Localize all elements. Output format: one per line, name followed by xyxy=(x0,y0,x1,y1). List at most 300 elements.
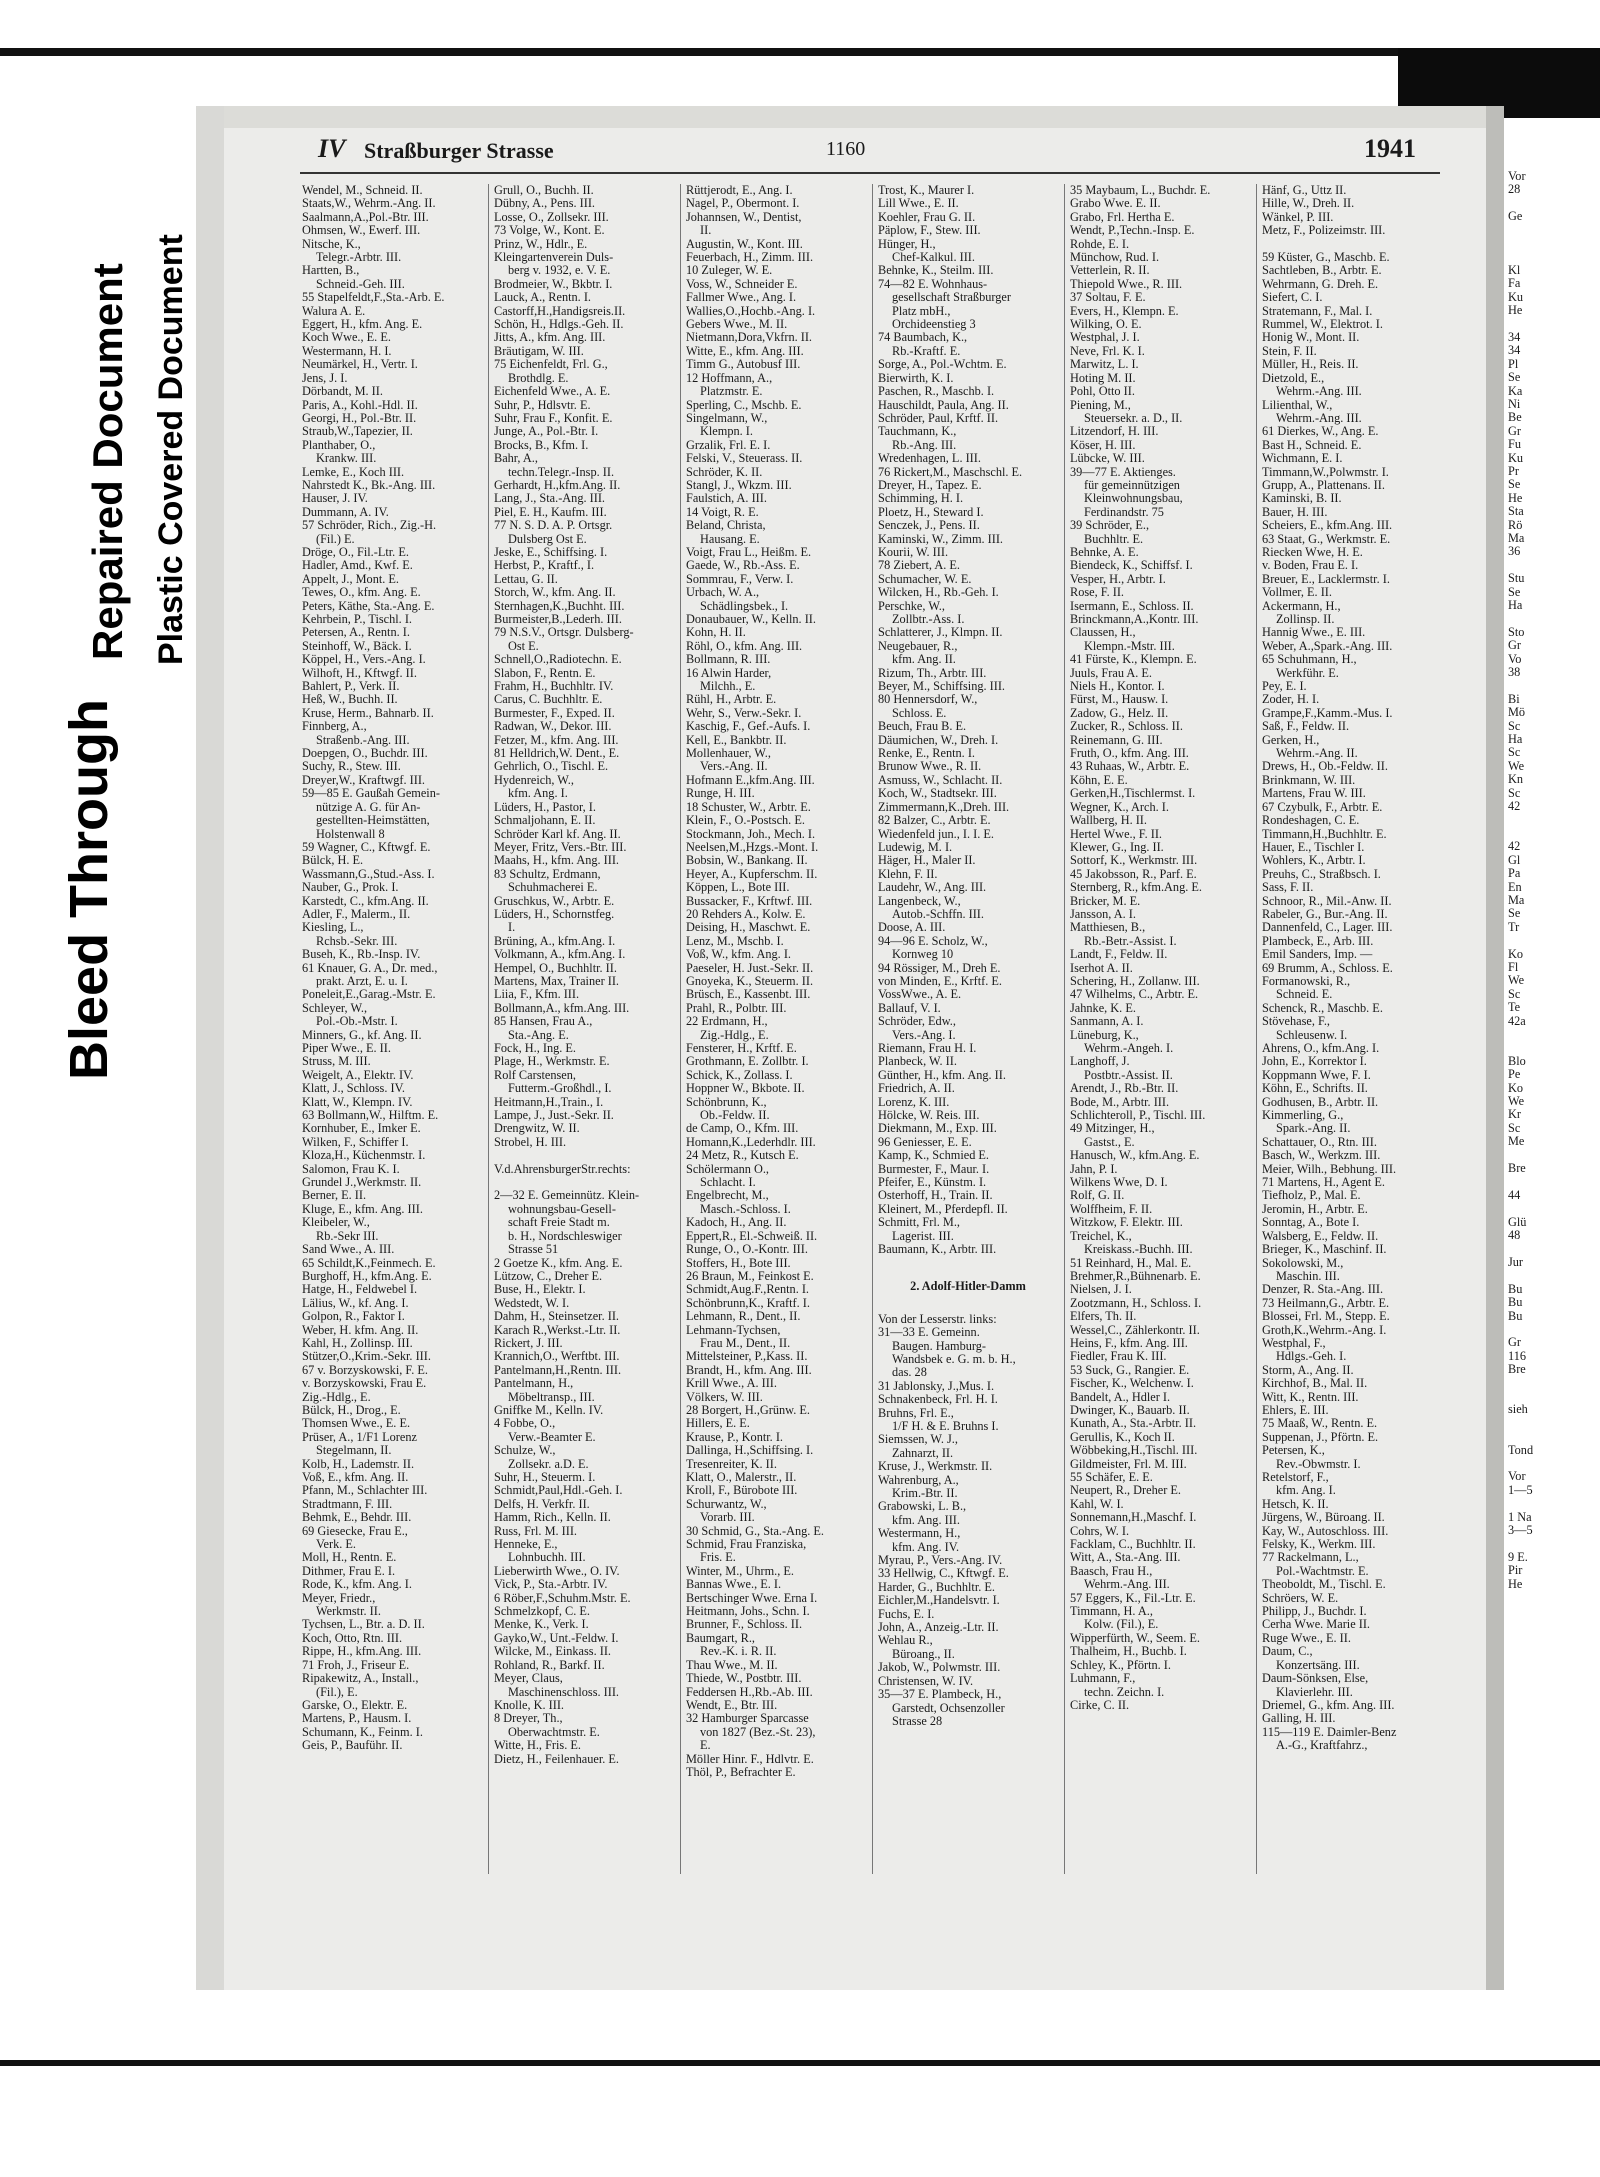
adjacent-page-text: 44 xyxy=(1508,1187,1521,1202)
directory-entry: Riemann, Frau H. I. xyxy=(878,1042,977,1055)
directory-entry: Scheiers, E., kfm.Ang. III. xyxy=(1262,519,1393,533)
directory-entry: Brehmer,R.,Bühnenarb. E. xyxy=(1070,1269,1201,1283)
directory-entry: Thomsen Wwe., E. E. xyxy=(302,1417,411,1431)
adjacent-page-text: Te xyxy=(1508,1000,1521,1015)
directory-entry: Wöbbeking,H.,Tischl. III. xyxy=(1070,1444,1198,1458)
directory-entry: Hetsch, K. II. xyxy=(1262,1497,1329,1511)
directory-entry: techn.Telegr.-Insp. II. xyxy=(508,465,615,479)
directory-entry: Piening, M., xyxy=(1070,398,1131,412)
directory-entry: Biendeck, K., Schiffsf. I. xyxy=(1070,559,1193,573)
directory-entry: Thau Wwe., M. II. xyxy=(686,1658,778,1672)
directory-entry: 12 Hoffmann, A., xyxy=(686,371,773,385)
scan-top-border xyxy=(0,48,1600,56)
directory-entry: Gayko,W., Unt.-Feldw. I. xyxy=(494,1631,619,1645)
directory-entry: 81 Helldrich,W. Dent., E. xyxy=(494,747,620,761)
directory-entry: Saß, F., Feldw. II. xyxy=(1262,720,1350,734)
directory-entry: 2—32 E. Gemeinnütz. Klein- xyxy=(494,1189,640,1203)
directory-entry: Weber, H. kfm. Ang. II. xyxy=(302,1323,419,1337)
adjacent-page-text: 38 xyxy=(1508,665,1521,680)
directory-entry: Prahl, R., Polbtr. III. xyxy=(686,1001,787,1015)
directory-entry: 2. Adolf-Hitler-Damm xyxy=(910,1279,1026,1293)
directory-entry: Holstenwall 8 xyxy=(316,827,385,841)
directory-entry: berg v. 1932, e. V. E. xyxy=(508,264,611,278)
directory-entry: Kiesling, L., xyxy=(302,921,364,935)
directory-entry: Mittelsteiner, P.,Kass. II. xyxy=(686,1350,808,1364)
directory-entry: Eppert,R., El.-Schweiß. II. xyxy=(686,1229,818,1243)
directory-entry: Brüsch, E., Kassenbt. III. xyxy=(686,988,811,1002)
directory-entry: Kaminski, W., Zimm. III. xyxy=(878,532,1004,546)
directory-entry: Vesper, H., Arbtr. I. xyxy=(1070,572,1166,586)
directory-entry: Verw.-Beamter E. xyxy=(508,1430,596,1444)
directory-entry: 39 Schröder, E., xyxy=(1070,519,1150,533)
directory-entry: Münchow, Rud. I. xyxy=(1070,251,1160,265)
directory-entry: Neupert, R., Dreher E. xyxy=(1070,1484,1181,1498)
directory-entry: Jitts, A., kfm. Ang. III. xyxy=(494,331,606,345)
directory-entry: Nagel, P., Obermont. I. xyxy=(686,197,800,211)
directory-entry: Behnke, K., Steilm. III. xyxy=(878,264,994,278)
adjacent-page-text: Gr xyxy=(1508,1335,1521,1350)
directory-entry: Platzmstr. E. xyxy=(700,385,763,399)
directory-entry: 35—37 E. Plambeck, H., xyxy=(878,1688,1002,1702)
directory-entry: Dithmer, Frau E. I. xyxy=(302,1564,396,1578)
directory-entry: Hauer, E., Tischler I. xyxy=(1262,840,1365,854)
directory-entry: Wallies,O.,Hochb.-Ang. I. xyxy=(686,304,816,318)
directory-entry: Ripakewitz, A., Install., xyxy=(302,1672,419,1686)
label-repaired-document: Repaired Document xyxy=(84,263,131,660)
directory-entry: Koppmann Wwe, F. I. xyxy=(1262,1068,1371,1082)
directory-entry: Appelt, J., Mont. E. xyxy=(302,572,400,586)
directory-entry: techn. Zeichn. I. xyxy=(1084,1685,1165,1699)
directory-entry: Gruschkus, W., Arbtr. E. xyxy=(494,894,615,908)
adjacent-page-text: He xyxy=(1508,490,1523,505)
directory-entry: Rondeshagen, C. E. xyxy=(1262,814,1360,828)
directory-entry: 115—119 E. Daimler-Benz xyxy=(1262,1725,1397,1739)
directory-entry: Theoboldt, M., Tischl. E. xyxy=(1262,1578,1386,1592)
directory-entry: Gildmeister, Frl. M. III. xyxy=(1070,1457,1187,1471)
directory-entry: Lauck, A., Rentn. I. xyxy=(494,291,591,305)
directory-entry: 79 N.S.V., Ortsgr. Dulsberg- xyxy=(494,626,634,640)
directory-entry: Rb.-Kraftf. E. xyxy=(892,344,961,358)
directory-entry: Rühl, H., Arbtr. E. xyxy=(686,693,777,707)
directory-entry: Zollinsp. II. xyxy=(1276,613,1335,626)
adjacent-page-text: Sto xyxy=(1508,624,1525,639)
directory-entry: Schumacher, W. E. xyxy=(878,572,972,586)
directory-entry: Sternberg, R., kfm.Ang. E. xyxy=(1070,881,1202,895)
directory-entry: Kehrbein, P., Tischl. I. xyxy=(302,613,412,626)
directory-entry: 74 Baumbach, K., xyxy=(878,331,968,345)
directory-entry: 82 Balzer, C., Arbtr. E. xyxy=(878,814,991,828)
directory-entry: 83 Schultz, Erdmann, xyxy=(494,867,601,881)
directory-entry: Kornweg 10 xyxy=(892,948,954,962)
directory-entry: Jakob, W., Polwmstr. III. xyxy=(878,1661,1001,1675)
directory-entry: Bülck, H., Drog., E. xyxy=(302,1403,401,1417)
directory-entry: 75 Eichenfeldt, Frl. G., xyxy=(494,358,608,372)
directory-entry: Wehrm.-Ang. III. xyxy=(1084,1578,1170,1592)
directory-entry: Däumichen, W., Dreh. I. xyxy=(878,733,999,747)
directory-entry: kfm. Ang. IV. xyxy=(892,1540,960,1554)
directory-entry: Zimmermann,K.,Dreh. III. xyxy=(878,800,1010,814)
directory-entry: Möbeltransp., III. xyxy=(508,1390,595,1404)
directory-entry: Peters, Käthe, Sta.-Ang. E. xyxy=(302,599,435,613)
directory-entry: Jürgens, W., Büroang. II. xyxy=(1262,1511,1385,1525)
directory-entry: 45 Jakobsson, R., Parf. E. xyxy=(1070,867,1197,881)
directory-entry: Rummel, W., Elektrot. I. xyxy=(1262,318,1383,332)
directory-entry: Häger, H., Maler II. xyxy=(878,854,976,868)
directory-entry: Lälius, W., kf. Ang. I. xyxy=(302,1296,409,1310)
directory-entry: Hanusch, W., kfm.Ang. E. xyxy=(1070,1149,1200,1163)
directory-entry: Gaede, W., Rb.-Ass. E. xyxy=(686,559,800,573)
directory-entry: Radwan, W., Dekor. III. xyxy=(494,720,612,734)
adjacent-page-text: Glü xyxy=(1508,1214,1527,1229)
adjacent-page-text: Ko xyxy=(1508,946,1524,961)
directory-entry xyxy=(878,1257,1058,1270)
column-divider xyxy=(1064,184,1065,1874)
directory-entry: 31—33 E. Gemeinn. xyxy=(878,1326,980,1340)
directory-entry: Ahrens, O., kfm.Ang. I. xyxy=(1262,1042,1380,1055)
adjacent-page-text: He xyxy=(1508,303,1523,318)
directory-entry: Evers, H., Klempn. E. xyxy=(1070,304,1179,318)
adjacent-page-text xyxy=(1508,237,1600,250)
directory-entry: 35 Maybaum, L., Buchdr. E. xyxy=(1070,184,1211,197)
directory-entry: Wipperfürth, W., Seem. E. xyxy=(1070,1631,1200,1645)
directory-entry: 94—96 E. Scholz, W., xyxy=(878,934,988,948)
directory-entry: 2 Goetze K., kfm. Ang. E. xyxy=(494,1256,623,1270)
directory-entry: Wredenhagen, L. III. xyxy=(878,452,981,466)
adjacent-page-text xyxy=(1508,1430,1600,1443)
directory-entry: Wohlers, K., Arbtr. I. xyxy=(1262,854,1366,868)
directory-entry: Schön, H., Hdlgs.-Geh. II. xyxy=(494,318,624,332)
directory-entry: Gerken,H.,Tischlermst. I. xyxy=(1070,787,1196,801)
directory-entry: Ost E. xyxy=(508,639,539,653)
directory-entry: Arendt, J., Rb.-Btr. II. xyxy=(1070,1082,1179,1096)
directory-entry: Steinhoff, W., Bäck. I. xyxy=(302,639,412,653)
directory-entry: Kreiskass.-Buchh. III. xyxy=(1084,1243,1193,1257)
adjacent-page-text: Ma xyxy=(1508,892,1525,907)
directory-entry: Witt, K., Rentn. III. xyxy=(1262,1390,1359,1404)
directory-entry: Feddersen H.,Rb.-Ab. III. xyxy=(686,1685,813,1699)
adjacent-page-text: Gr xyxy=(1508,638,1521,653)
adjacent-page-text: 28 xyxy=(1508,182,1521,197)
directory-entry: Schröers, W. E. xyxy=(1262,1591,1339,1605)
directory-entry: Hatge, H., Feldwebel I. xyxy=(302,1283,418,1297)
directory-entry: Kimmerling, G., xyxy=(1262,1109,1344,1123)
directory-entry: Witte, E., kfm. Ang. III. xyxy=(686,344,804,358)
directory-entry: Fallmer Wwe., Ang. I. xyxy=(686,291,797,305)
page-right-shadow xyxy=(1486,106,1504,1990)
directory-entry: Rb.-Betr.-Assist. I. xyxy=(1084,934,1177,948)
adjacent-page-text: Ha xyxy=(1508,732,1523,747)
directory-entry: Groth,K.,Wehrm.-Ang. I. xyxy=(1262,1323,1387,1337)
directory-entry: (Fil.), E. xyxy=(316,1685,358,1699)
directory-entry: Brunow Wwe., R. II. xyxy=(878,760,982,774)
directory-entry: Philipp, J., Buchdr. I. xyxy=(1262,1605,1367,1619)
directory-entry: Burmeister,B.,Lederh. III. xyxy=(494,613,622,626)
directory-entry: Schering, H., Zollanw. III. xyxy=(1070,974,1200,988)
directory-entry: Sorge, A., Pol.-Wchtm. E. xyxy=(878,358,1007,372)
directory-entry: Piper Wwe., E. II. xyxy=(302,1042,391,1055)
directory-entry: Kamp, K., Schmied E. xyxy=(878,1149,989,1163)
directory-entry: Walura A. E. xyxy=(302,304,366,318)
directory-entry: Nielsen, J. I. xyxy=(1070,1283,1132,1297)
directory-entry: Suhr, P., Hdlsvtr. E. xyxy=(494,398,591,412)
directory-entry: Paris, A., Kohl.-Hdl. II. xyxy=(302,398,418,412)
directory-entry: Buchhltr. E. xyxy=(1084,532,1144,546)
directory-entry: 96 Geniesser, E. E. xyxy=(878,1135,972,1149)
directory-entry: Tewes, O., kfm. Ang. E. xyxy=(302,586,421,600)
directory-entry: Schröder, Paul, Krftf. II. xyxy=(878,411,999,425)
directory-entry: Schröder Karl kf. Ang. II. xyxy=(494,827,621,841)
directory-entry: Wendel, M., Schneid. II. xyxy=(302,184,423,197)
directory-entry: Gerullis, K., Koch II. xyxy=(1070,1430,1175,1444)
directory-entry: Klehn, F. II. xyxy=(878,867,938,881)
adjacent-page-text xyxy=(1508,827,1600,840)
directory-entry: Klempn. I. xyxy=(700,425,753,439)
directory-column-6 xyxy=(1262,184,1442,1984)
directory-entry: Hillers, E. E. xyxy=(686,1417,750,1431)
directory-entry: Kornhuber, E., Imker E. xyxy=(302,1122,421,1136)
directory-entry: Frahm, H., Buchhltr. IV. xyxy=(494,680,614,694)
directory-entry: Riecken Wwe, H. E. xyxy=(1262,545,1363,559)
directory-entry: Schimming, H. I. xyxy=(878,492,964,506)
directory-entry: Jahn, P. I. xyxy=(1070,1162,1118,1176)
directory-entry: Langenbeck, W., xyxy=(878,894,961,908)
directory-entry: Baugen. Hamburg- xyxy=(892,1339,987,1353)
directory-entry: Ballauf, V. I. xyxy=(878,1001,941,1015)
directory-entry: Krankw. III. xyxy=(316,452,377,466)
adjacent-page-text: We xyxy=(1508,758,1525,773)
directory-entry: Pol.-Wachtmstr. E. xyxy=(1276,1564,1369,1578)
directory-entry: Zahnarzt, II. xyxy=(892,1446,954,1460)
directory-entry: 20 Rehders A., Kolw. E. xyxy=(686,907,806,921)
directory-entry: Lettau, G. II. xyxy=(494,572,558,586)
directory-entry: Ludewig, M. I. xyxy=(878,840,953,854)
directory-entry: Schmelzkopf, C. E. xyxy=(494,1605,590,1619)
directory-entry: Wehrm.-Angeh. I. xyxy=(1084,1042,1174,1055)
directory-entry: Grampe,F.,Kamm.-Mus. I. xyxy=(1262,706,1393,720)
directory-entry: Sternhagen,K.,Buchht. III. xyxy=(494,599,625,613)
directory-entry: Sand Wwe., A. III. xyxy=(302,1243,395,1257)
adjacent-page-text: 34 xyxy=(1508,329,1521,344)
directory-entry xyxy=(494,1176,674,1189)
adjacent-page-text: 42 xyxy=(1508,799,1521,814)
adjacent-page-text xyxy=(1508,1457,1600,1470)
directory-entry: Krim.-Btr. II. xyxy=(892,1487,958,1500)
directory-entry: Facklam, C., Buchhltr. II. xyxy=(1070,1538,1196,1552)
year: 1941 xyxy=(1364,134,1416,163)
directory-entry: 57 Eggers, K., Fil.-Ltr. E. xyxy=(1070,1591,1196,1605)
directory-entry: Prüser, A., 1/F1 Lorenz xyxy=(302,1430,417,1444)
directory-entry: Berner, E. II. xyxy=(302,1189,367,1203)
adjacent-page-text: 42a xyxy=(1508,1013,1526,1028)
directory-entry: Kleinwohnungsbau, xyxy=(1084,492,1183,506)
directory-entry: Ob.-Feldw. II. xyxy=(700,1109,770,1123)
directory-entry: 63 Bollmann,W., Hilftm. E. xyxy=(302,1109,439,1123)
directory-entry: Saalmann,A.,Pol.-Btr. III. xyxy=(302,210,429,224)
directory-entry: Pohl, Otto II. xyxy=(1070,385,1135,399)
directory-entry: Wiedenfeld jun., I. I. E. xyxy=(878,827,994,841)
directory-entry: 77 Rackelmann, L., xyxy=(1262,1551,1359,1565)
directory-entry: Grabo, Frl. Hertha E. xyxy=(1070,210,1175,224)
directory-entry: Buseh, K., Rb.-Insp. IV. xyxy=(302,948,421,962)
directory-entry: Schlatterer, J., Klmpn. II. xyxy=(878,626,1003,640)
directory-entry: Maahs, H., kfm. Ang. III. xyxy=(494,854,619,868)
directory-entry: Schenck, R., Maschb. E. xyxy=(1262,1001,1383,1015)
directory-entry: Fruth, O., kfm. Ang. III. xyxy=(1070,747,1189,761)
adjacent-page-text: Ku xyxy=(1508,450,1524,465)
directory-entry: Martens, P., Hausm. I. xyxy=(302,1712,412,1726)
adjacent-page-text: Ma xyxy=(1508,530,1525,545)
directory-entry: Minners, G., kf. Ang. II. xyxy=(302,1028,422,1042)
adjacent-page-text: sieh xyxy=(1508,1402,1528,1417)
directory-entry: Wehlau R., xyxy=(878,1634,933,1648)
directory-entry: Hofmann E.,kfm.Ang. III. xyxy=(686,773,815,787)
directory-column-4 xyxy=(878,184,1058,1984)
directory-entry: Von der Lesserstr. links: xyxy=(878,1312,997,1326)
directory-entry: Orchideenstieg 3 xyxy=(892,318,976,332)
directory-entry: 32 Hamburger Sparcasse xyxy=(686,1712,809,1726)
directory-entry: Kluge, E., kfm. Ang. III. xyxy=(302,1202,423,1216)
directory-entry: Witzkow, F. Elektr. III. xyxy=(1070,1216,1183,1230)
directory-entry: Rchsb.-Sekr. III. xyxy=(316,934,398,948)
directory-entry: 77 N. S. D. A. P. Ortsgr. xyxy=(494,519,613,533)
directory-entry: Gehrlich, O., Tischl. E. xyxy=(494,760,609,774)
directory-entry: Siemssen, W. J., xyxy=(878,1433,958,1447)
adjacent-page-text: Bu xyxy=(1508,1295,1523,1310)
directory-entry: Planbeck, W. II. xyxy=(878,1055,957,1069)
directory-entry: Schlichteroll, P., Tischl. III. xyxy=(1070,1109,1206,1123)
directory-entry: Drews, H., Ob.-Feldw. II. xyxy=(1262,760,1388,774)
directory-entry: Paschen, R., Maschb. I. xyxy=(878,385,995,399)
directory-entry: Lohnbuchh. III. xyxy=(508,1551,586,1565)
directory-entry: Claussen, H., xyxy=(1070,626,1136,640)
directory-entry: Fiedler, Frau K. III. xyxy=(1070,1350,1167,1364)
directory-entry: Schumann, K., Feinm. I. xyxy=(302,1725,423,1739)
directory-entry: Tychsen, L., Btr. a. D. II. xyxy=(302,1618,425,1632)
adjacent-page-text: Pa xyxy=(1508,866,1521,881)
directory-entry: Klavierlehr. III. xyxy=(1276,1685,1353,1699)
directory-entry: Völkers, W. III. xyxy=(686,1390,763,1404)
adjacent-page-text: Fa xyxy=(1508,276,1521,291)
directory-entry: Zootzmann, H., Schloss. I. xyxy=(1070,1296,1202,1310)
directory-entry: Garstedt, Ochsenzoller xyxy=(892,1701,1005,1715)
directory-entry: Baasch, Frau H., xyxy=(1070,1564,1153,1578)
directory-entry: 8 Dreyer, Th., xyxy=(494,1712,563,1726)
directory-entry: Bahlert, P., Verk. II. xyxy=(302,680,400,694)
directory-entry: Jahnke, K. E. xyxy=(1070,1001,1136,1015)
directory-entry: Golpon, R., Faktor I. xyxy=(302,1310,405,1324)
directory-entry: Singelmann, W., xyxy=(686,411,768,425)
directory-entry: Köhn, E., Schrifts. II. xyxy=(1262,1082,1368,1096)
directory-entry: Futterm.-Großhdl., I. xyxy=(508,1082,612,1096)
directory-entry: Hölcke, W. Reis. III. xyxy=(878,1109,980,1123)
directory-entry: Karach R.,Werkst.-Ltr. II. xyxy=(494,1323,621,1337)
directory-entry: Schmidt,Aug.F.,Rentn. I. xyxy=(686,1283,810,1297)
directory-entry: Fock, H., Ing. E. xyxy=(494,1042,576,1055)
directory-entry: Bricker, M. E. xyxy=(1070,894,1141,908)
adjacent-page-text: Vor xyxy=(1508,1469,1526,1484)
adjacent-page-text: Bi xyxy=(1508,691,1520,706)
directory-entry: Bussacker, F., Krftwf. III. xyxy=(686,894,813,908)
street-name: Straßburger Strasse xyxy=(364,138,554,163)
directory-entry: Godhusen, B., Arbtr. II. xyxy=(1262,1095,1379,1109)
directory-entry: Doepgen, O., Buchdr. III. xyxy=(302,747,428,761)
directory-entry: Brunner, F., Schloss. II. xyxy=(686,1618,803,1632)
directory-entry: Lagerist. III. xyxy=(892,1229,954,1243)
directory-entry: Storch, W., kfm. Ang. II. xyxy=(494,586,616,600)
directory-entry: Schleyer, W., xyxy=(302,1001,368,1015)
directory-entry: 61 Knauer, G. A., Dr. med., xyxy=(302,961,438,975)
directory-entry: Brinkmann, W. III. xyxy=(1262,773,1356,787)
directory-entry: Langhoff, J. xyxy=(1070,1055,1130,1069)
directory-entry: Daum, C., xyxy=(1262,1645,1313,1659)
directory-entry: Ackermann, H., xyxy=(1262,599,1341,613)
directory-entry: kfm. Ang. III. xyxy=(892,1513,960,1527)
adjacent-page-text: Ku xyxy=(1508,289,1524,304)
directory-entry: Petersen, K., xyxy=(1262,1444,1325,1458)
adjacent-page-text: Ge xyxy=(1508,209,1523,224)
adjacent-page-text xyxy=(1508,250,1600,263)
directory-entry xyxy=(1262,238,1442,251)
directory-entry: Meyer, Fritz, Vers.-Btr. III. xyxy=(494,840,627,854)
directory-entry: Sonntag, A., Bote I. xyxy=(1262,1216,1360,1230)
directory-entry: Wallberg, H. II. xyxy=(1070,814,1147,828)
directory-column-2 xyxy=(494,184,674,1984)
adjacent-page-text xyxy=(1508,1149,1600,1162)
directory-entry: Neugebauer, R., xyxy=(878,639,958,653)
directory-entry: Rev.-Obwmstr. I. xyxy=(1276,1457,1361,1471)
directory-entry: Schneid.-Geh. III. xyxy=(316,277,405,291)
adjacent-page-text: Kr xyxy=(1508,1107,1521,1122)
directory-entry: Bode, M., Arbtr. III. xyxy=(1070,1095,1170,1109)
directory-entry: Rüttjerodt, E., Ang. I. xyxy=(686,184,793,197)
directory-entry: Planthaber, O., xyxy=(302,438,376,452)
directory-entry: Klatt, O., Malerstr., II. xyxy=(686,1471,797,1484)
directory-entry: Thalheim, H., Buchb. I. xyxy=(1070,1645,1187,1659)
directory-entry: Vetterlein, R. II. xyxy=(1070,264,1150,278)
directory-entry: Karstedt, C., kfm.Ang. II. xyxy=(302,894,429,908)
directory-entry: Timmann, H. A., xyxy=(1070,1605,1153,1619)
adjacent-page-text: Sta xyxy=(1508,504,1524,519)
directory-entry: Formanowski, R., xyxy=(1262,974,1351,988)
directory-entry: 71 Martens, H., Agent E. xyxy=(1262,1176,1385,1190)
directory-entry: Lemke, E., Koch III. xyxy=(302,465,405,479)
directory-entry: Rohland, R., Barkf. II. xyxy=(494,1658,605,1672)
directory-entry: Schröder, Edw., xyxy=(878,1015,956,1029)
directory-entry: Struss, M. III. xyxy=(302,1055,371,1069)
directory-entry: Jansson, A. I. xyxy=(1070,907,1136,921)
directory-entry: Hydenreich, W., xyxy=(494,773,574,787)
directory-entry: 65 Schuhmann, H., xyxy=(1262,653,1357,667)
directory-entry: Heitmann,H.,Train., I. xyxy=(494,1095,604,1109)
directory-entry: Johannsen, W., Dentist, xyxy=(686,210,802,224)
directory-entry: Kunath, A., Sta.-Arbtr. II. xyxy=(1070,1417,1197,1431)
directory-entry: Strasse 51 xyxy=(508,1243,559,1257)
directory-entry: Rode, K., kfm. Ang. I. xyxy=(302,1578,412,1592)
directory-entry: Schurwantz, W., xyxy=(686,1497,767,1511)
directory-entry: Schröder, K. II. xyxy=(686,465,763,479)
directory-entry: (Fil.) E. xyxy=(316,532,355,546)
directory-entry: Rolf, G. II. xyxy=(1070,1189,1125,1203)
adjacent-page-text: Tond xyxy=(1508,1442,1534,1457)
adjacent-page-text xyxy=(1508,1243,1600,1256)
directory-entry: Moll, H., Rentn. E. xyxy=(302,1551,397,1565)
directory-entry: Timm G., Autobusf III. xyxy=(686,358,801,372)
directory-entry: Voß, W., kfm. Ang. I. xyxy=(686,948,791,962)
adjacent-page-text: Ni xyxy=(1508,396,1521,411)
adjacent-page-text xyxy=(1508,224,1600,237)
directory-entry: Matthiesen, B., xyxy=(1070,921,1146,935)
directory-entry: John, A., Anzeig.-Ltr. II. xyxy=(878,1621,999,1635)
